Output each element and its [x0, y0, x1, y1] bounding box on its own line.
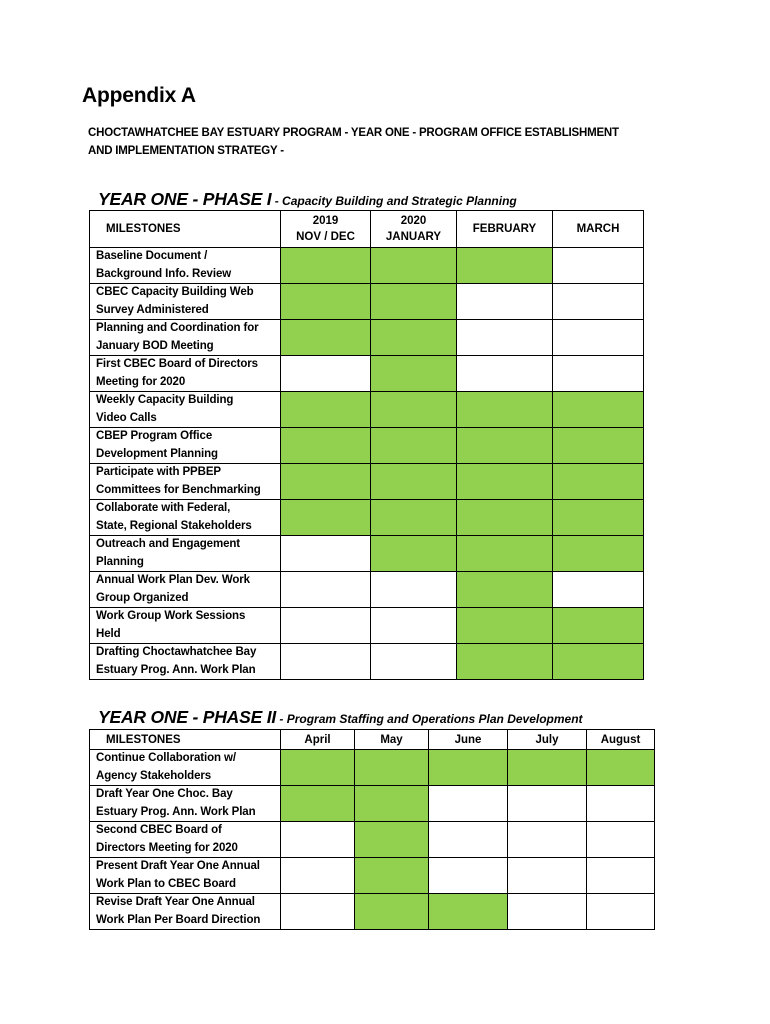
- milestone-label-line1: Revise Draft Year One Annual: [96, 896, 255, 908]
- schedule-cell-active: [457, 608, 553, 644]
- milestone-label: [90, 500, 281, 536]
- schedule-cell-active: [429, 894, 508, 930]
- schedule-cell-active: [457, 572, 553, 608]
- phase1-heading-subtitle: - Capacity Building and Strategic Planning: [271, 194, 517, 208]
- schedule-cell-active: [553, 536, 644, 572]
- schedule-cell-empty: [553, 356, 644, 392]
- phase2-col-header-4: August: [587, 730, 655, 750]
- milestone-label: [90, 786, 281, 822]
- schedule-cell-empty: [281, 644, 371, 680]
- milestone-label-line2: Estuary Prog. Ann. Work Plan: [96, 663, 256, 676]
- milestone-label-line2: Work Plan Per Board Direction: [96, 913, 261, 926]
- phase1-heading-title: YEAR ONE - PHASE I: [98, 189, 272, 209]
- milestone-label-line1: Participate with PPBEP: [96, 466, 221, 478]
- milestone-label-line1: CBEC Capacity Building Web: [96, 286, 254, 298]
- schedule-cell-empty: [553, 320, 644, 356]
- document-subtitle: [88, 124, 668, 160]
- milestone-label: [90, 320, 281, 356]
- milestone-row: [90, 822, 655, 858]
- milestone-label-line1: Draft Year One Choc. Bay: [96, 788, 233, 800]
- milestone-label: [90, 572, 281, 608]
- phase1-col-header-0: [281, 211, 371, 248]
- milestone-label: [90, 392, 281, 428]
- schedule-cell-active: [457, 428, 553, 464]
- schedule-cell-active: [553, 464, 644, 500]
- milestone-row: [90, 644, 644, 680]
- schedule-cell-empty: [587, 822, 655, 858]
- phase2-heading: [98, 707, 583, 728]
- milestone-label: [90, 248, 281, 284]
- milestone-label: [90, 822, 281, 858]
- schedule-cell-active: [553, 500, 644, 536]
- phase1-col-header-2: [457, 211, 553, 248]
- schedule-cell-active: [457, 500, 553, 536]
- milestone-row: [90, 572, 644, 608]
- milestone-label-line1: Collaborate with Federal,: [96, 502, 231, 514]
- schedule-cell-active: [281, 284, 371, 320]
- phase1-header-row: [90, 211, 644, 248]
- schedule-cell-active: [429, 750, 508, 786]
- schedule-cell-active: [371, 392, 457, 428]
- milestone-row: [90, 428, 644, 464]
- phase1-col-header-1: [371, 211, 457, 248]
- milestone-label-line2: Agency Stakeholders: [96, 769, 212, 782]
- milestone-label: [90, 750, 281, 786]
- schedule-cell-active: [457, 644, 553, 680]
- schedule-cell-empty: [508, 822, 587, 858]
- milestone-row: [90, 536, 644, 572]
- milestone-row: [90, 356, 644, 392]
- phase2-milestones-header: MILESTONES: [90, 730, 281, 750]
- col-header-line1: 2019: [312, 215, 339, 227]
- phase2-heading-title: YEAR ONE - PHASE II: [98, 707, 277, 727]
- schedule-cell-empty: [429, 858, 508, 894]
- schedule-cell-empty: [508, 786, 587, 822]
- milestone-label-line2: Survey Administered: [96, 303, 209, 316]
- schedule-cell-empty: [508, 858, 587, 894]
- milestone-row: [90, 894, 655, 930]
- schedule-cell-active: [371, 428, 457, 464]
- milestone-label: [90, 644, 281, 680]
- phase2-col-header-2: June: [429, 730, 508, 750]
- col-header-line1: FEBRUARY: [472, 223, 537, 235]
- col-header-line1: MARCH: [576, 223, 620, 235]
- page-title: Appendix A: [82, 84, 196, 107]
- schedule-cell-active: [355, 786, 429, 822]
- milestone-label: [90, 356, 281, 392]
- schedule-cell-active: [281, 392, 371, 428]
- milestone-row: [90, 248, 644, 284]
- milestone-row: [90, 464, 644, 500]
- schedule-cell-empty: [371, 572, 457, 608]
- phase2-header-row: [90, 730, 655, 750]
- schedule-cell-empty: [281, 894, 355, 930]
- schedule-cell-empty: [371, 644, 457, 680]
- milestone-label: [90, 464, 281, 500]
- schedule-cell-active: [355, 894, 429, 930]
- schedule-cell-active: [355, 750, 429, 786]
- milestone-label-line2: Committees for Benchmarking: [96, 483, 261, 496]
- schedule-cell-empty: [457, 320, 553, 356]
- schedule-cell-empty: [457, 356, 553, 392]
- subtitle-line-1: CHOCTAWHATCHEE BAY ESTUARY PROGRAM - YEAR ONE - PROGRAM OFFICE ESTABLISHMENT: [88, 127, 619, 139]
- schedule-cell-active: [508, 750, 587, 786]
- schedule-cell-active: [281, 428, 371, 464]
- milestone-label-line1: Planning and Coordination for: [96, 322, 259, 334]
- milestone-label-line1: First CBEC Board of Directors: [96, 358, 258, 370]
- schedule-cell-empty: [281, 572, 371, 608]
- schedule-cell-active: [355, 858, 429, 894]
- schedule-cell-active: [281, 786, 355, 822]
- schedule-cell-active: [371, 284, 457, 320]
- schedule-cell-active: [553, 644, 644, 680]
- schedule-cell-active: [553, 392, 644, 428]
- milestone-row: [90, 750, 655, 786]
- milestone-label-line2: Estuary Prog. Ann. Work Plan: [96, 805, 256, 818]
- milestone-label-line2: Work Plan to CBEC Board: [96, 877, 236, 890]
- milestone-label-line2: Development Planning: [96, 447, 218, 460]
- subtitle-line-2: AND IMPLEMENTATION STRATEGY -: [88, 145, 284, 157]
- milestone-row: [90, 858, 655, 894]
- schedule-cell-empty: [281, 608, 371, 644]
- milestone-label-line2: Directors Meeting for 2020: [96, 841, 238, 854]
- milestone-label: [90, 536, 281, 572]
- milestone-label-line1: Drafting Choctawhatchee Bay: [96, 646, 257, 658]
- schedule-cell-active: [281, 750, 355, 786]
- col-header-line2: JANUARY: [385, 231, 442, 243]
- milestone-label-line2: Held: [96, 627, 121, 640]
- milestone-label: [90, 428, 281, 464]
- schedule-cell-active: [281, 464, 371, 500]
- schedule-cell-active: [457, 536, 553, 572]
- milestone-label-line1: CBEP Program Office: [96, 430, 213, 442]
- schedule-cell-empty: [553, 284, 644, 320]
- schedule-cell-active: [587, 750, 655, 786]
- schedule-cell-active: [457, 392, 553, 428]
- milestone-label-line2: Group Organized: [96, 591, 189, 604]
- schedule-cell-active: [371, 320, 457, 356]
- phase2-heading-subtitle: - Program Staffing and Operations Plan Development: [276, 712, 583, 726]
- milestone-label-line2: Video Calls: [96, 411, 157, 424]
- schedule-cell-active: [553, 608, 644, 644]
- col-header-line1: 2020: [400, 215, 427, 227]
- milestone-row: [90, 392, 644, 428]
- schedule-cell-empty: [281, 858, 355, 894]
- milestone-label-line1: Work Group Work Sessions: [96, 610, 246, 622]
- milestone-label: [90, 608, 281, 644]
- schedule-cell-empty: [553, 572, 644, 608]
- schedule-cell-empty: [553, 248, 644, 284]
- schedule-cell-active: [371, 500, 457, 536]
- milestone-label-line2: Planning: [96, 555, 144, 568]
- milestone-label-line1: Annual Work Plan Dev. Work: [96, 574, 250, 586]
- phase2-col-header-1: May: [355, 730, 429, 750]
- schedule-cell-active: [281, 500, 371, 536]
- schedule-cell-empty: [281, 822, 355, 858]
- milestone-row: [90, 320, 644, 356]
- schedule-cell-active: [281, 248, 371, 284]
- milestone-label: [90, 284, 281, 320]
- milestone-row: [90, 284, 644, 320]
- milestone-label-line1: Baseline Document /: [96, 250, 208, 262]
- milestone-label-line2: Meeting for 2020: [96, 375, 186, 388]
- phase2-col-header-0: April: [281, 730, 355, 750]
- milestone-label-line1: Second CBEC Board of: [96, 824, 222, 836]
- milestone-label-line1: Continue Collaboration w/: [96, 752, 236, 764]
- schedule-cell-active: [457, 464, 553, 500]
- schedule-cell-active: [371, 536, 457, 572]
- schedule-cell-empty: [587, 786, 655, 822]
- schedule-cell-active: [371, 464, 457, 500]
- milestone-label-line1: Outreach and Engagement: [96, 538, 241, 550]
- schedule-cell-empty: [457, 284, 553, 320]
- milestone-label-line2: Background Info. Review: [96, 267, 232, 280]
- milestone-row: [90, 786, 655, 822]
- schedule-cell-empty: [587, 858, 655, 894]
- schedule-cell-active: [457, 248, 553, 284]
- milestone-label: [90, 894, 281, 930]
- milestone-label: [90, 858, 281, 894]
- phase2-milestone-table: [89, 729, 655, 930]
- phase1-col-header-3: [553, 211, 644, 248]
- milestone-row: [90, 500, 644, 536]
- schedule-cell-active: [371, 248, 457, 284]
- schedule-cell-empty: [429, 822, 508, 858]
- schedule-cell-empty: [281, 356, 371, 392]
- phase1-milestones-header: MILESTONES: [90, 211, 281, 248]
- schedule-cell-empty: [508, 894, 587, 930]
- schedule-cell-active: [553, 428, 644, 464]
- phase1-milestone-table: [89, 210, 644, 680]
- schedule-cell-active: [371, 356, 457, 392]
- schedule-cell-empty: [281, 536, 371, 572]
- col-header-line2: NOV / DEC: [296, 231, 355, 243]
- schedule-cell-empty: [429, 786, 508, 822]
- milestone-label-line1: Present Draft Year One Annual: [96, 860, 260, 872]
- schedule-cell-active: [281, 320, 371, 356]
- schedule-cell-empty: [371, 608, 457, 644]
- schedule-cell-empty: [587, 894, 655, 930]
- phase2-col-header-3: July: [508, 730, 587, 750]
- phase1-heading: [98, 189, 517, 210]
- milestone-row: [90, 608, 644, 644]
- milestone-label-line1: Weekly Capacity Building: [96, 394, 234, 406]
- milestone-label-line2: State, Regional Stakeholders: [96, 519, 252, 532]
- milestone-label-line2: January BOD Meeting: [96, 339, 214, 352]
- schedule-cell-active: [355, 822, 429, 858]
